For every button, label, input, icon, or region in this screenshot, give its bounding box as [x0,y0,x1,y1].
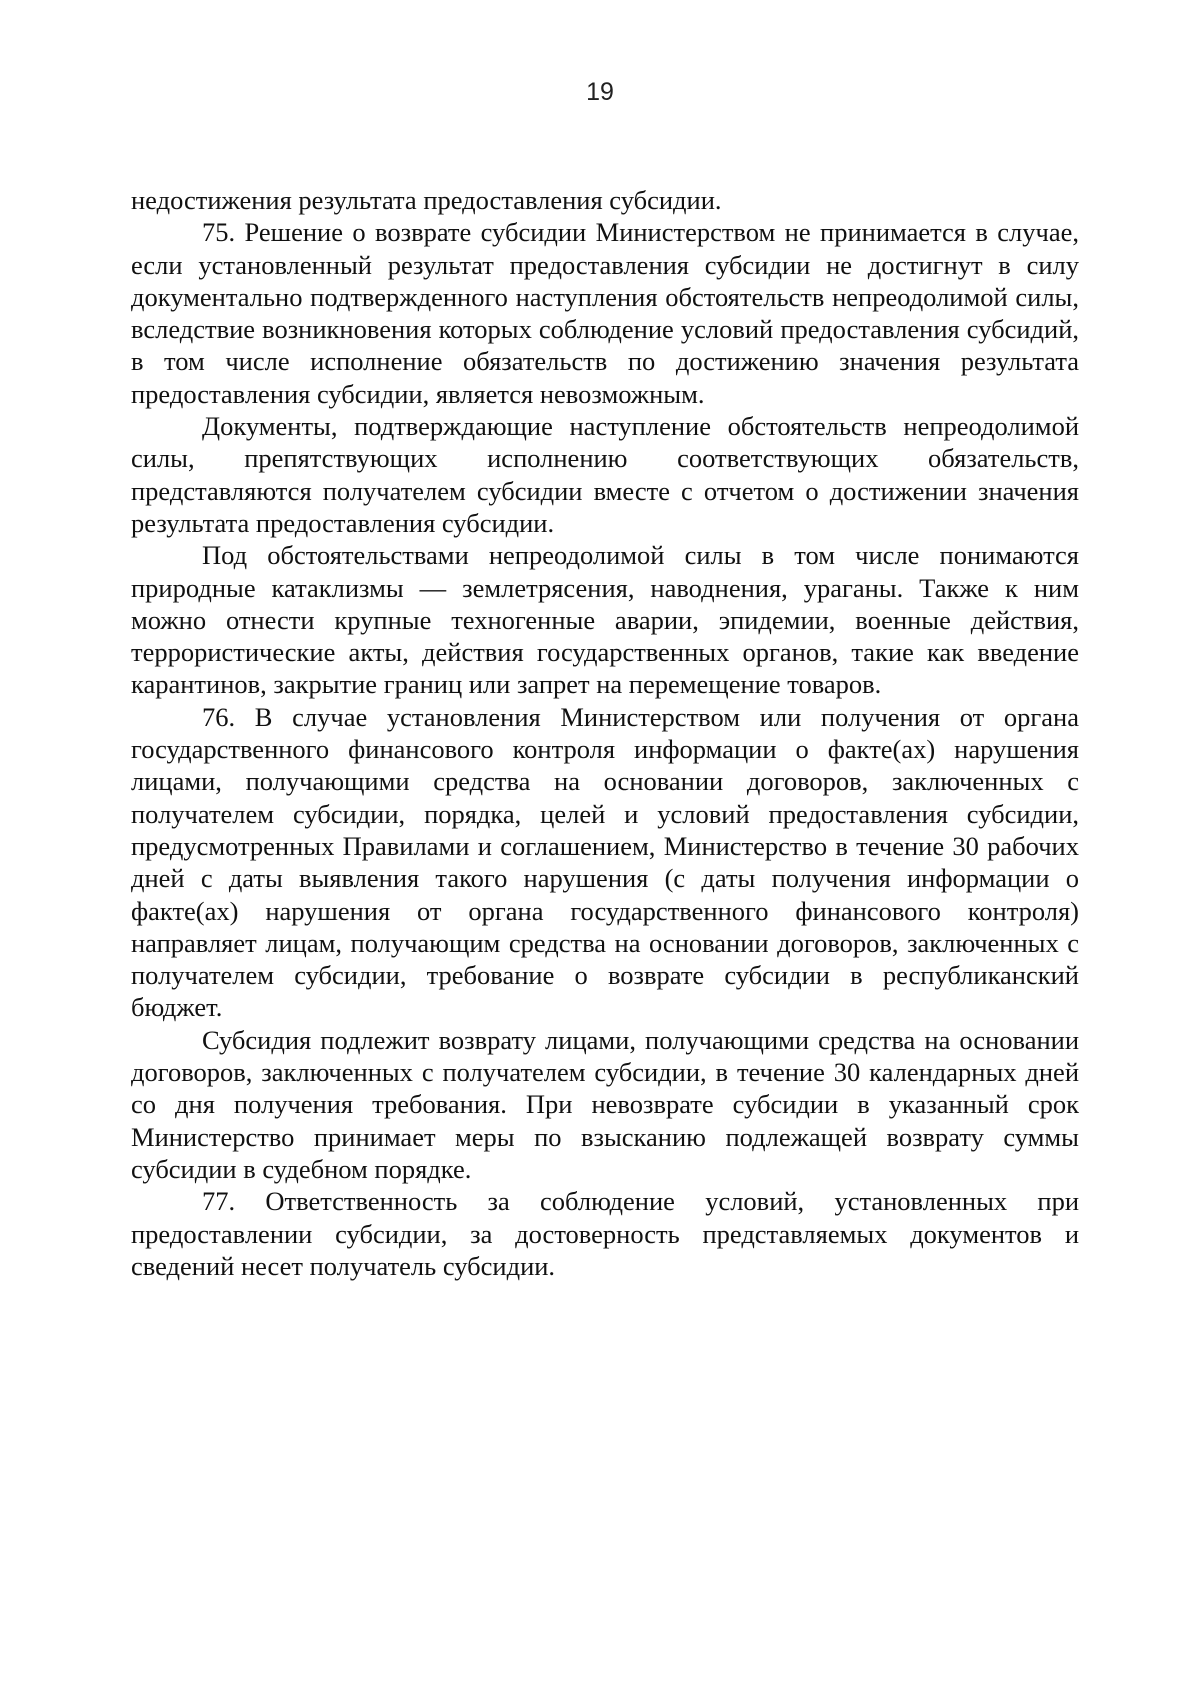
paragraph-force-majeure-documents: Документы, подтверждающие наступление обстоятельств непреодолимой силы, препятствующих исполнению соответствующих обязательств, представляются получателем субсидии вместе с отчетом о достижении значения результата предоставления субсидии. [131,411,1079,538]
paragraph-clause-76: 76. В случае установления Министерством или получения от органа государственного финансового контроля информации о факте(ах) нарушения лицами, получающими средства на основании договоров, заключенных с получателем субсидии, порядка, целей и условий предоставления субсидии, предусмотренных Правилами и соглашением, Министерство в течение 30 рабочих дней с даты выявления такого нарушения (с даты получения информации о факте(ах) нарушения от органа государственного финансового контроля) направляет лицам, получающим средства на основании договоров, заключенных с получателем субсидии, требование о возврате субсидии в республиканский бюджет. [131,701,1079,1023]
paragraph-force-majeure-definition: Под обстоятельствами непреодолимой силы в том числе понимаются природные катаклизмы — землетрясения, наводнения, ураганы. Также к ним можно отнести крупные техногенные аварии, эпидемии, военные действия, террористические акты, действия государственных органов, такие как введение карантинов, закрытие границ или запрет на перемещение товаров. [131,540,1079,700]
paragraph-subsidy-return: Субсидия подлежит возврату лицами, получающими средства на основании договоров, заключенных с получателем субсидии, в течение 30 календарных дней со дня получения требования. При невозврате субсидии в указанный срок Министерство принимает меры по взысканию подлежащей возврату суммы субсидии в судебном порядке. [131,1024,1079,1184]
paragraph-clause-77: 77. Ответственность за соблюдение условий, установленных при предоставлении субсидии, за достоверность представляемых документов и сведений несет получатель субсидии. [131,1186,1079,1281]
paragraph-continuation: недостижения результата предоставления субсидии. [131,185,722,215]
paragraph-clause-75: 75. Решение о возврате субсидии Министерством не принимается в случае, если установленный результат предоставления субсидии не достигнут в силу документально подтвержденного наступления обстоятельств непреодолимой силы, вследствие возникновения которых соблюдение условий предоставления субсидий, в том числе исполнение обязательств по достижению значения результата предоставления субсидии, является невозможным. [131,217,1079,409]
document-body [131,184,1079,1282]
page-number: 19 [586,78,614,106]
